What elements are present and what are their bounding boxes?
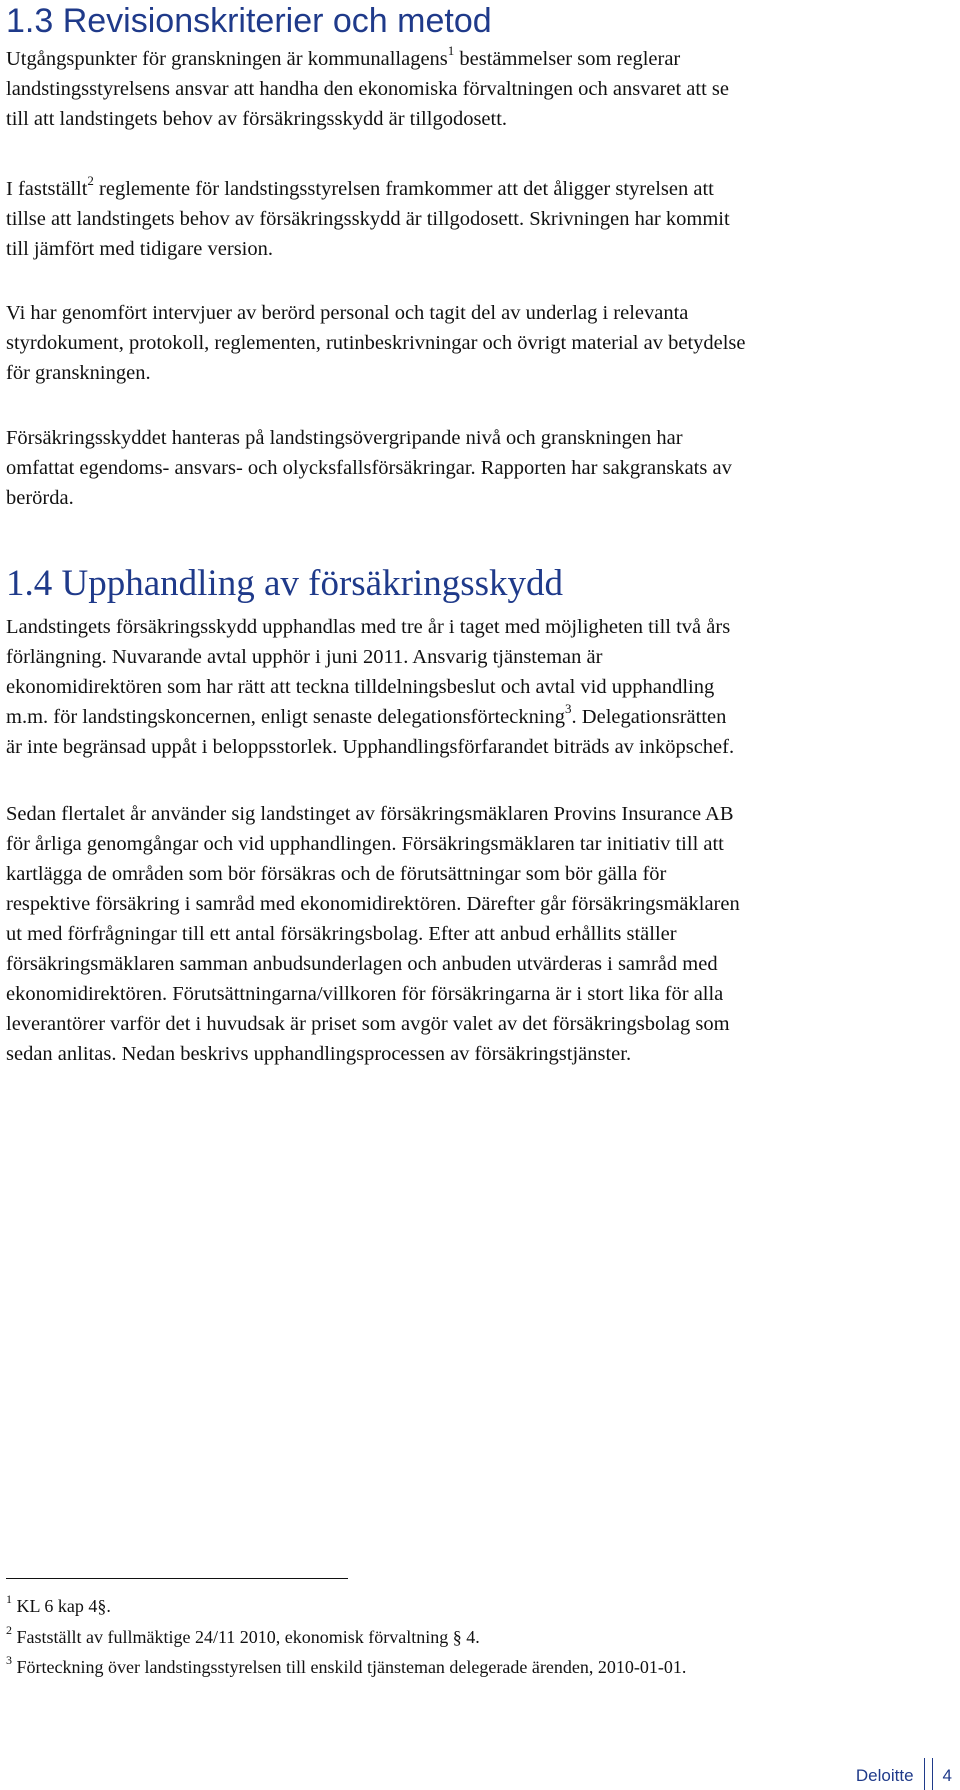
paragraph-forsakringsskydd	[6, 423, 951, 513]
paragraph-upphandling	[6, 612, 951, 762]
text-line: I fastställt$^2$ reglemente för landstingsstyrelsen framkommer att det åligger styrelsen att	[6, 173, 714, 200]
text-line: för årliga genomgångar och vid upphandlingen. Försäkringsmäklaren tar initiativ till att	[6, 833, 724, 855]
text-line: Landstingets försäkringsskydd upphandlas med tre år i taget med möjligheten till två års	[6, 616, 731, 638]
text-line: respektive försäkring i samråd med ekonomidirektören. Därefter går försäkringsmäklaren	[6, 893, 740, 915]
footnote-3: $^3$ Förteckning över landstingsstyrelsen till enskild tjänsteman delegerade ärenden, 2010-01-01.	[6, 1653, 687, 1677]
footer-divider	[924, 1758, 925, 1790]
text-line: Sedan flertalet år använder sig landstinget av försäkringsmäklaren Provins Insurance AB	[6, 803, 734, 825]
section-heading-1-4: 1.4 Upphandling av försäkringsskydd	[6, 563, 563, 604]
text-line: Vi har genomfört intervjuer av berörd personal och tagit del av underlag i relevanta	[6, 302, 689, 324]
paragraph-forsakringsmaklare	[6, 799, 951, 1069]
paragraph-intro	[6, 44, 951, 134]
footnote-ref: 3	[565, 701, 572, 717]
text-line: Utgångspunkter för granskningen är kommunallagens$^1$ bestämmelser som reglerar	[6, 43, 681, 70]
text-line: är inte begränsad uppåt i beloppsstorlek. Upphandlingsförfarandet biträds av inköpschef.	[6, 736, 735, 758]
page-number: 4	[942, 1766, 952, 1785]
footnote-ref: 2	[87, 173, 94, 189]
paragraph-reglemente	[6, 174, 951, 264]
text-line: för granskningen.	[6, 362, 151, 384]
text-line: leverantörer varför det i huvudsak är priset som avgör valet av det försäkringsbolag som	[6, 1013, 730, 1035]
text-line: förlängning. Nuvarande avtal upphör i juni 2011. Ansvarig tjänsteman är	[6, 646, 603, 668]
text-line: styrdokument, protokoll, reglementen, rutinbeskrivningar och övrigt material av betydelse	[6, 332, 746, 354]
text-line: till att landstingets behov av försäkringsskydd är tillgodosett.	[6, 108, 508, 130]
footnote-1: $^1$ KL 6 kap 4§.	[6, 1592, 111, 1616]
page-footer	[856, 1758, 960, 1790]
text-line: omfattat egendoms- ansvars- och olycksfallsförsäkringar. Rapporten har sakgranskats av	[6, 457, 732, 479]
text-line: ekonomidirektören som har rätt att teckna tilldelningsbeslut och avtal vid upphandling	[6, 676, 715, 698]
text-line: kartlägga de områden som bör försäkras och de förutsättningar som bör gälla för	[6, 863, 667, 885]
paragraph-intervjuer	[6, 298, 951, 388]
footnote-divider	[6, 1578, 348, 1579]
text-line: till jämfört med tidigare version.	[6, 238, 274, 260]
text-line: ekonomidirektören. Förutsättningarna/villkoren för försäkringarna är i stort lika för alla	[6, 983, 724, 1005]
text-line: landstingsstyrelsens ansvar att handha den ekonomiska förvaltningen och ansvaret att se	[6, 78, 729, 100]
footer-brand: Deloitte	[855, 1766, 914, 1785]
footnote-2: $^2$ Fastställt av fullmäktige 24/11 2010, ekonomisk förvaltning § 4.	[6, 1623, 480, 1647]
text-line: sedan anlitas. Nedan beskrivs upphandlingsprocessen av försäkringstjänster.	[6, 1043, 632, 1065]
text-line: försäkringsmäklaren samman anbudsunderlagen och anbuden utvärderas i samråd med	[6, 953, 718, 975]
footnote-ref: 1	[447, 43, 455, 59]
text-line: ut med förfrågningar till ett antal försäkringsbolag. Efter att anbud erhållits ställer	[6, 923, 677, 945]
text-line: tillse att landstingets behov av försäkringsskydd är tillgodosett. Skrivningen har kommit	[6, 208, 730, 230]
text-line: m.m. för landstingskoncernen, enligt senaste delegationsförteckning$^3$. Delegationsrätten	[6, 701, 727, 728]
text-line: Försäkringsskyddet hanteras på landstingsövergripande nivå och granskningen har	[6, 427, 683, 449]
section-heading-1-3: 1.3 Revisionskriterier och metod	[6, 2, 492, 40]
text-line: berörda.	[6, 487, 74, 509]
